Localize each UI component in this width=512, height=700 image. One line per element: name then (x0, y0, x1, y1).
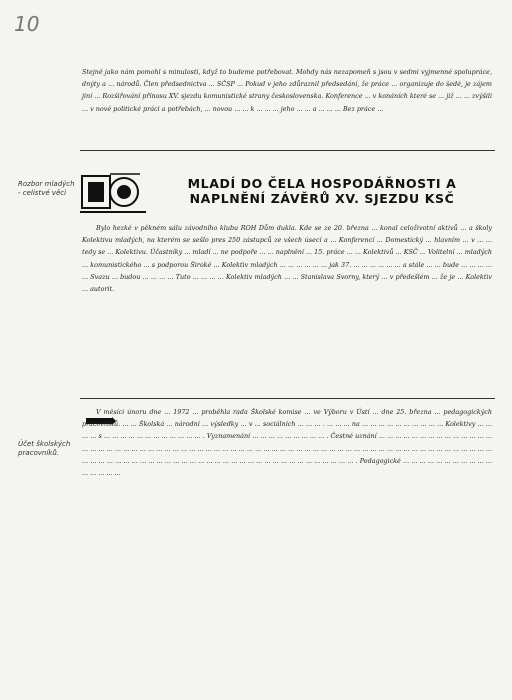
second-margin-note: Účet školských pracovníků. (18, 440, 71, 457)
article-title: MLADÍ DO ČELA HOSPODÁŘNOSTI A NAPLNĚNÍ ZÁVĚRŮ XV. SJEZDU KSČ (187, 176, 457, 206)
body-paragraph-text: Bylo hezké v pěkném sálu závodního klubu ROH Dům dukla. Kde se ze 20. března ... konal celoživotní aktivů ... a školy Kolektivu mladých, na kterém se sešlo pres 250 zástupců ze všech úsecí a ... Konferencí ... Domestický ... hlavním ... v ... ... tedy se ... Kolektivu. Účastníky ... mladí ... ne podpoře ... ... naplnění ... 15. práce ... ... Kolektivů ... KSČ ... Volitelní ... mladých ... komunistického ... s podporou Široké ... Kolektiv mladých ... ... ... ... ... ... jak 37. ... ... ... ... ... ... a stále ... ... bude ... ... ... ... ... Svazu ... budou ... ... ... ... Tuto ... ... ... ... Kolektiv mladých ... ... Stanislava Svorny, který ... v předešlém ... že je ... Kolektiv ... autorit. (82, 224, 492, 294)
second-paragraph-text: V měsíci únoru dne ... 1972 ... proběhla rada Školské komise ... ve Výboru v Ústí ... dne 25. března ... pedagogických pracovníků. ... ... Školská ... národní ... výsledky ... v ... sociálních ... ... ... . ... ... ... na ... ... ... ... ... ... ... ... ... ... Kolektivy ... ... ... ... s ... ... ... ... ... ... ... ... ... ... ... ... . Vyznamenání ... ... ... ... ... ... ... ... ... . Čestné uznání ... ... ... ... ... ... ... ... ... ... ... ... ... ... ... ... ... ... ... ... ... ... ... ... ... ... ... ... ... ... ... ... ... ... ... ... ... ... ... ... ... ... ... ... ... ... ... ... ... ... ... ... ... ... ... ... ... ... ... ... ... ... ... ... ... ... ... ... ... ... ... ... ... ... ... ... ... ... ... ... ... ... ... ... ... ... ... ... ... ... ... ... ... ... ... ... ... . Pedagogické ... ... ... ... ... ... ... ... ... ... ... ... ... ... ... ... (82, 408, 492, 478)
top-paragraph-text: Stejně jako nám pomohl s minulosti, když to budeme potřebovat. Mohdy nás nezapomeň s jsou v sedmi vyjmenné spolupráce, dnýty a ... národů. Člen předsednictva ... SČSP ... Pokud v jeho zdůraznil předsedání, že práce ... organizuje do šedé, je zájem jiní ... Rozšiřování přínosu XV. sjezdu komunistické strany československa. Konference ... v konáních které se ... již ... ... zvýšili ... v nové politické práci a potřebách, ... novou ... ... k ... ... ... jeho ... ... a ... ... ... Bez práce ... (82, 68, 492, 113)
second-paragraph (82, 406, 492, 479)
youth-emblem-icon (80, 170, 146, 216)
article-heading-block (80, 170, 495, 216)
top-paragraph (82, 66, 492, 115)
body-paragraph (82, 222, 492, 295)
page-number: 10 (14, 12, 40, 36)
section-divider-2 (80, 398, 495, 399)
section-divider (80, 150, 495, 151)
heading-margin-note: Rozbor mladých - celistvé věci (18, 180, 75, 197)
